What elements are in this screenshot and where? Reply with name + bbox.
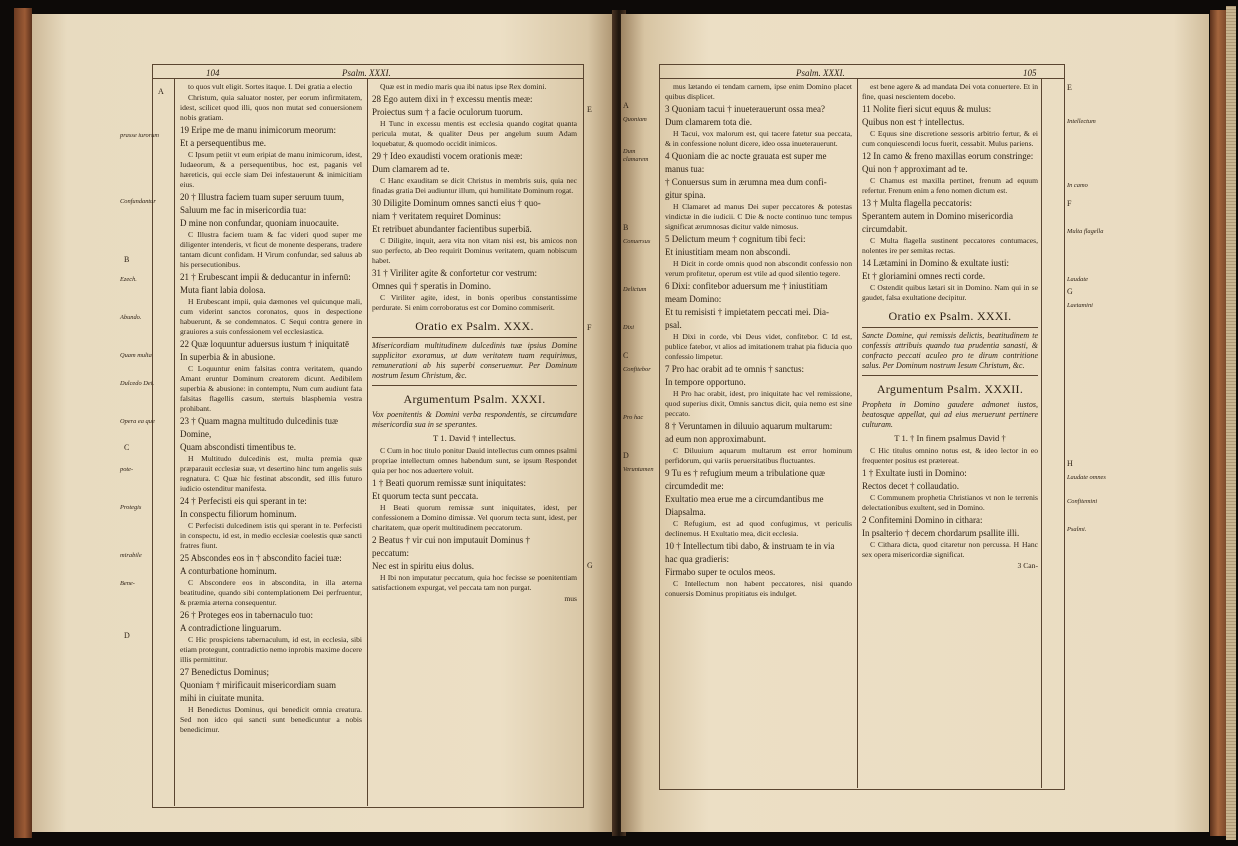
right-running-head: Psalm. XXXI. [796,68,845,78]
margin-note: pote- [120,466,134,473]
margin-letter-d: D [623,451,629,460]
psalm-verse: Nec est in spiritu eius dolus. [372,561,474,571]
margin-note: Abundo. [120,314,142,321]
margin-letter-a: A [623,101,629,110]
psalm-verse: 27 Benedictus Dominus; [180,667,269,677]
margin-letter-b: B [124,255,130,264]
psalm-verse: Saluum me fac in misericordia tua: [180,205,307,215]
psalm-verse: manus tua: [665,164,705,174]
right-column-1: mus lætando ei tendam carnem, ipse enim Domino placet quibus displicet. 3 Quoniam tacui † inueterauerunt ossa mea? Dum clamarem tota die. H Tacui, vox malorum est, qui tacere fatetur sua peccata, & in confessione nolunt dicere, ideo ossa inueterauerunt. 4 Quoniam die ac nocte grauata est super me manus tua: † Conuersus sum in ærumna mea dum confi- gitur spina. H Clamaret ad manus Dei super peccatores & potestas vindictæ in die iudicii. C Die & nocte continuo tunc tempus significat ærumnosas dicitur valde nimosus. 5 Delictum meum † cognitum tibi feci: Et iniustitiam meam non abscondi. H Dicit in corde omnis quod non abscondit confessio non verum profitetur, operum est vtile ad quod silentio tegere. 6 Dixi: confitebor aduersum me † iniustitiam meam Domino: Et tu remisisti † impietatem peccati mei. Dia- psal. H Dixi in corde, vbi Deus videt, confitebor. C Id est, publice fatebor, vt alios ad imitationem trahat pia fiducia quo confessio limpetur. 7 Pro hac orabit ad te omnis † sanctus: In tempore opportuno. H Pro hac orabit, idest, pro iniquitate hac vel remissione, quod superius dixit, Omnis sanctus dicit, quia nemo est sine peccato. 8 † Veruntamen in diluuio aquarum multarum: ad eum non approximabunt. C Diluuium aquarum multarum est error hominum perfidorum, qui variis peruersitatibus fluctuantes. 9 Tu es † refugium meum a tribulatione quæ circumdedit me: Exultatio mea erue me a circumdantibus me Diapsalma. C Refugium, est ad quod confugimus, vt periculis declinemus. H Exultatio mea, dicit ecclesia. 10 † Intellectum tibi dabo, & instruam te in via hac qua gradieris: Firmabo super te oculos meos. C Intellectum non habent peccatores, nisi quando conuersis Dominus propitiatus eis indulget. [665,82,852,598]
margin-letter-e: E [1067,83,1072,92]
psalm-verse: 2 Confitemini Domino in cithara: [862,515,983,525]
margin-letter-f: F [1067,199,1072,208]
psalm-verse: 11 Nolite fieri sicut equus & mulus: [862,104,992,114]
psalm-verse: In psalterio † decem chordarum psallite illi. [862,528,1020,538]
psalm-verse: 6 Dixi: confitebor aduersum me † iniustitiam [665,281,828,291]
psalm-verse: 1 † Beati quorum remissæ sunt iniquitates: [372,478,526,488]
psalm-heading-right: T 1. † In finem psalmus David † [894,433,1006,443]
oratio-rule [372,337,577,338]
margin-note: Veruntamen [623,466,654,473]
oratio-text: Misericordiam multitudinem dulcedinis tuæ ipsius Domine supplicitor exoramus, ut dum veritatem tuam requirimus, remunerationi ab his superbi conseruemur. Per Dominum nostrum Iesum Christum, &c. [372,341,577,380]
margin-note: Confundantur [120,198,156,205]
right-page-number: 105 [1023,68,1037,78]
margin-note: Bene- [120,580,135,587]
psalm-verse: 14 Lætamini in Domino & exultate iusti: [862,258,1009,268]
psalm-heading: T 1. David † intellectus. [433,433,516,443]
psalm-verse: Qui non † approximant ad te. [862,164,968,174]
margin-note: Psalmi. [1067,526,1087,533]
argument-rule-right [862,375,1038,376]
margin-note: Dulcedo Dei. [120,380,155,387]
psalm-verse: 20 † Illustra faciem tuam super seruum tuum, [180,192,344,202]
psalm-verse: meam Domino: [665,294,722,304]
psalm-verse: 25 Abscondes eos in † abscondito faciei tuæ: [180,553,342,563]
psalm-verse: mihi in ciuitate munita. [180,693,264,703]
psalm-verse: Et quorum tecta sunt peccata. [372,491,479,501]
left-page [32,14,617,832]
psalm-verse: niam † veritatem requiret Dominus: [372,211,501,221]
psalm-verse: Sperantem autem in Domino misericordia [862,211,1013,221]
margin-letter-e: E [587,105,592,114]
left-margin-notes [120,132,166,592]
psalm-verse: Et retribuet abundanter facientibus superbiā. [372,224,532,234]
margin-letter-c: C [124,443,130,452]
psalm-verse: Quibus non est † intellectus. [862,117,965,127]
margin-note: Intellectum [1067,118,1096,125]
psalm-verse: 30 Diligite Dominum omnes sancti eius † quo- [372,198,541,208]
psalm-verse: 19 Eripe me de manu inimicorum meorum: [180,125,336,135]
psalm-verse: † Conuersus sum in ærumna mea dum confi- [665,177,827,187]
margin-note: Protegis [120,504,142,511]
psalm-verse: 2 Beatus † vir cui non imputauit Dominus † [372,535,530,545]
right-inner-margin [623,100,657,478]
psalm-verse: Et † gloriamini omnes recti corde. [862,271,985,281]
margin-note: prasse iurorum [120,132,159,139]
psalm-verse: Et iniustitiam meam non abscondi. [665,247,791,257]
left-running-head: Psalm. XXXI. [342,68,391,78]
psalm-verse: Et tu remisisti † impietatem peccati mei. Dia- [665,307,829,317]
psalm-verse: Domine, [180,429,212,439]
psalm-verse: 13 † Multa flagella peccatoris: [862,198,972,208]
left-inner-margin [158,86,174,102]
psalm-verse: 10 † Intellectum tibi dabo, & instruam te in via [665,541,835,551]
oratio-title-right: Oratio ex Psalm. XXXI. [888,309,1012,323]
psalm-verse: Rectos decet † collaudatio. [862,481,959,491]
left-column-rule [367,78,368,806]
psalm-verse: hac qua gradieris: [665,554,729,564]
psalm-verse: Quoniam † mirificauit misericordiam suam [180,680,336,690]
margin-letter-a: A [158,87,164,96]
argument-rule [372,385,577,386]
psalm-verse: Et a persequentibus me. [180,138,266,148]
psalm-verse: 31 † Viriliter agite & confortetur cor vestrum: [372,268,537,278]
right-column-rule [857,78,858,788]
margin-note: Quoniam [623,116,647,123]
left-column-1: to quos vult eligit. Sortes itaque. I. Dei gratia a electio Christum, quia saluator noster, per eorum infirmitatem, idest, scilicet quod illi, quos non mutat sed conuersionem nobis gratiam. 19 Eripe me de manu inimicorum meorum: Et a persequentibus me. C Ipsum petiit vt eum eripiat de manu inimicorum, idest, Iudaeorum, & a persequentibus, hoc est, paganis vel hæreticis, qui eccle siam Dei infestauerunt & inimicitiam eius. 20 † Illustra faciem tuam super seruum tuum, Saluum me fac in misericordia tua: D mine non confundar, quoniam inuocauite. C Illustra faciem tuam & fac videri quod super me diligenter intenderis, vt ficut de monente desperans, tradere tantam dicunt confidam. H Virum confundar, sed saluus ab his persecutionibus. 21 † Erubescant impii & deducantur in infernū: Muta fiant labia dolosa. H Erubescant impii, quia dæmones vel quicunque mali, cum viderint sanctos coronatos, quos in despectione habuerunt, & se condemnatos. C Sequi contra genere in grauiores a suis confessionem vel ecclesiastica. 22 Quæ loquuntur aduersus iustum † iniquitatē In superbia & in abusione. C Loquuntur enim falsitas contra veritatem, quando Amant eruntur Dominum creatorem dicunt. Aedibilem superbia & abusione: in contemptu, Num cum audiunt fata falsitas flagellis cæsum, stertuis blasphemia vestra prohibant. 23 † Quam magna multitudo dulcedinis tuæ Domine, Quam abscondisti timentibus te. H Multitudo dulcedinis est, multa premia quæ præparauit ecclesiæ suæ, vt desertino hinc tum angelis suis regnatura. C Quæ hic festinat abscondit, sed illis futuro iudicio ostenditur manifesta. 24 † Perfecisti eis qui sperant in te: In conspectu filiorum hominum. C Perfecisti dulcedinem istis qui sperant in te. Perfecisti in conspectu, id est, in medio ecclesiæ coelestis quæ sancti fratres fiunt. 25 Abscondes eos in † abscondito faciei tuæ: A conturbatione hominum. C Abscondere eos in abscondita, in illa æterna beatitudine, quando sibi contemplationem Dei perfruentur, & præmia æterna consequentur. 26 † Proteges eos in tabernaculo tuo: A contradictione linguarum. C Hic prospiciens tabernaculum, id est, in ecclesia, sibi etiam protegunt, contradictio nemo inprobis maxime docere illis permittitur. 27 Benedictus Dominus; Quoniam † mirificauit misericordiam suam mihi in ciuitate munita. H Benedictus Dominus, qui benedicit omnia creatura. Sed non idco qui sancti sunt benedicuntur a nobis benedicimur. [180,82,362,734]
right-page [621,14,1209,832]
psalm-verse: ad eum non approximabunt. [665,434,766,444]
psalm-verse: Proiectus sum † a facie oculorum tuorum. [372,107,523,117]
argument-text-right: Propheta in Domino gaudere admonet iustos, beatosque appellat, qui ad eius meruerunt pertinere culturam. [862,400,1038,429]
right-outer-margin [1067,82,1107,538]
psalm-verse: 5 Delictum meum † cognitum tibi feci: [665,234,806,244]
margin-note: Laetamini [1067,302,1093,309]
psalm-verse: 7 Pro hac orabit ad te omnis † sanctus: [665,364,804,374]
psalm-verse: Firmabo super te oculos meos. [665,567,776,577]
page-edges [1226,6,1236,840]
margin-letter-f: F [587,323,592,332]
margin-note: Ezech. [120,276,137,283]
psalm-verse: 12 In camo & freno maxillas eorum constringe: [862,151,1034,161]
psalm-verse: 9 Tu es † refugium meum a tribulatione quæ [665,468,825,478]
right-margin-rule [1041,78,1042,788]
psalm-verse: 1 † Exultate iusti in Domino: [862,468,967,478]
margin-note: Delictum [623,286,647,293]
catchword: mus [564,594,577,603]
margin-note: Dum clamarem [623,148,649,163]
psalm-verse: 8 † Veruntamen in diluuio aquarum multarum: [665,421,833,431]
margin-note: Dixi [623,324,635,331]
psalm-verse: circumdabit. [862,224,908,234]
left-page-number: 104 [206,68,220,78]
psalm-verse: 22 Quæ loquuntur aduersus iustum † iniquitatē [180,339,349,349]
psalm-verse: 28 Ego autem dixi in † excessu mentis meæ: [372,94,533,104]
margin-letter-c: C [623,351,629,360]
left-right-margin [587,104,613,576]
oratio-text-right: Sancte Domine, qui remissis delictis, beatitudinem te confessis attribuis quando tua prudentia sanasti, & confracto peccati aculeo pro te dirum contritione salus. Per Dominum nostrum Iesum Christum, &c. [862,331,1038,370]
margin-note: mirabile [120,552,142,559]
psalm-verse: Dum clamarem ad te. [372,164,450,174]
psalm-verse: 24 † Perfecisti eis qui sperant in te: [180,496,307,506]
margin-letter-d: D [124,631,130,640]
psalm-verse: Muta fiant labia dolosa. [180,285,266,295]
psalm-verse: peccatum: [372,548,409,558]
psalm-verse: Exultatio mea erue me a circumdantibus me [665,494,824,504]
margin-note: Confitebor [623,366,651,373]
margin-note: Quam multa [120,352,152,359]
psalm-verse: 29 † Ideo exaudisti vocem orationis meæ: [372,151,523,161]
left-cover-edge [14,8,32,838]
psalm-verse: Diapsalma. [665,507,706,517]
catchword-right: 3 Can- [1017,561,1038,570]
psalm-verse: Dum clamarem tota die. [665,117,752,127]
margin-note: In camo [1067,182,1088,189]
oratio-title: Oratio ex Psalm. XXX. [415,319,534,333]
psalm-verse: A contradictione linguarum. [180,623,282,633]
psalm-verse: Quam abscondisti timentibus te. [180,442,296,452]
psalm-verse: D mine non confundar, quoniam inuocauite. [180,218,339,228]
right-column-2: est bene agere & ad mandata Dei vota conuertere. Et in fine, quasi nescientem docebo. 11 Nolite fieri sicut equus & mulus: Quibus non est † intellectus. C Equus sine discretione sessoris arbitrio fertur, & ei cum conquiescendi locus fuerit, cessabit. Mulus pariens. 12 In camo & freno maxillas eorum constringe: Qui non † approximant ad te. C Chamus est maxilla pertinet, frenum ad equum refertur. Frenum enim a feno nomen dictum est. 13 † Multa flagella peccatoris: Sperantem autem in Domino misericordia circumdabit. C Multa flagella sustinent peccatores contumaces, nolentes ire per semitas rectas. 14 Lætamini in Domino & exultate iusti: Et † gloriamini omnes recti corde. C Ostendit quibus lætari sit in Domino. Nam qui in se gaudet, falsa exultatione decipitur. Oratio ex Psalm. XXXI. Sancte Domine, qui remissis delictis, beatitudinem te confessis attribuis quando tua prudentia sanasti, & confracto peccati aculeo pro te dirum contritione salus. Per Dominum nostrum Iesum Christum, &c. Argumentum Psalm. XXXII. Propheta in Domino gaudere admonet iustos, beatosque appellat, qui ad eius meruerunt pertinere culturam. T 1. † In finem psalmus David † C Hic titulus omnino notus est, & ideo lector in eo frequenter positus est prætereat. 1 † Exultate iusti in Domino: Rectos decet † collaudatio. C Communem prophetia Christianos vt non le terrenis delectationibus exultent, sed in Domino. 2 Confitemini Domino in cithara: In psalterio † decem chordarum psallite illi. C Cithara dicta, quod citaretur non percussa. H Hanc sex opera misericordiæ significat. 3 Can- [862,82,1038,570]
psalm-verse: circumdedit me: [665,481,724,491]
psalm-verse: 4 Quoniam die ac nocte grauata est super me [665,151,827,161]
argument-text: Vox poenitentis & Domini verba respondentis, se circumdare misericordia sua in se sperantes. [372,410,577,429]
argument-title: Argumentum Psalm. XXXI. [403,392,546,406]
psalm-verse: 3 Quoniam tacui † inueterauerunt ossa mea? [665,104,825,114]
margin-note: Conuersus [623,238,651,245]
margin-letter-b: B [623,223,629,232]
psalm-verse: gitur spina. [665,190,706,200]
margin-note: Pro hac [623,414,644,421]
left-margin-rule [174,78,175,806]
margin-letter-g: G [1067,287,1073,296]
text-line: Quæ est in medio maris qua ibi natus ipse Rex domini. [380,82,547,91]
psalm-verse: 26 † Proteges eos in tabernaculo tuo: [180,610,313,620]
psalm-verse: 23 † Quam magna multitudo dulcedinis tuæ [180,416,338,426]
text-line: to quos vult eligit. Sortes itaque. I. Dei gratia a electio [188,82,353,91]
margin-letter-h: H [1067,459,1073,468]
psalm-verse: psal. [665,320,682,330]
psalm-verse: In tempore opportuno. [665,377,746,387]
margin-note: Confitemini [1067,498,1098,505]
right-head-rule [659,78,1064,79]
argument-title-right: Argumentum Psalm. XXXII. [876,382,1024,396]
margin-note: Laudate [1067,276,1088,283]
psalm-verse: 21 † Erubescant impii & deducantur in infernū: [180,272,351,282]
margin-note: Multa flagella [1067,228,1104,235]
left-column-2: Quæ est in medio maris qua ibi natus ipse Rex domini. 28 Ego autem dixi in † excessu mentis meæ: Proiectus sum † a facie oculorum tuorum. H Tunc in excessu mentis est ecclesia quando cogitat quanta pericula mutat, & qualiter Deus per angelum suum Adam loquebatur, & quomodo occidit inimicos. 29 † Ideo exaudisti vocem orationis meæ: Dum clamarem ad te. C Hanc exauditam se dicit Christus in membris suis, quia nec finadas gratia Dei audiuntur illum, qui humilitate Dominum rogat. 30 Diligite Dominum omnes sancti eius † quo- niam † veritatem requiret Dominus: Et retribuet abundanter facientibus superbiā. C Diligite, inquit, aera vita non vitam nisi est, bis amicos non suo perfecto, ab Deo requirit Dominus veritatem, quam nobiscum habet. 31 † Viriliter agite & confortetur cor vestrum: Omnes qui † speratis in Domino. C Viriliter agite, idest, in bonis operibus constantissime perdurate. Si enim corroboratus est cor Domino commiserit. Oratio ex Psalm. XXX. Misericordiam multitudinem dulcedinis tuæ ipsius Domine supplicitor exoramus, ut dum veritatem tuam requirimus, remunerationi ab his superbi conseruemur. Per Dominum nostrum Iesum Christum, &c. Argumentum Psalm. XXXI. Vox poenitentis & Domini verba respondentis, se circumdare misericordia sua in se sperantes. T 1. David † intellectus. C Cum in hoc titulo ponitur Dauid intellectus cum omnes psalmi propriae intellectum omnes habendum sunt, se ipsum Respondet quia per hoc nos aduertere voluit. 1 † Beati quorum remissæ sunt iniquitates: Et quorum tecta sunt peccata. H Beati quorum remissæ sunt iniquitates, idest, per confessionem a Domino dimissæ. Vel quorum tecta sunt, idest, per charitatem, quæ operit multitudinem peccatorum. 2 Beatus † vir cui non imputauit Dominus † peccatum: Nec est in spiritu eius dolus. H Ibi non imputatur peccatum, quia hoc fecisse se poenitentiam satisfactionem expurgat, vel peccata tam non purgat. mus [372,82,577,603]
oratio-rule-right [862,327,1038,328]
margin-note: Laudate omnes [1067,474,1106,481]
psalm-verse: In conspectu filiorum hominum. [180,509,297,519]
psalm-verse: A conturbatione hominum. [180,566,277,576]
margin-note: Opera ea que [120,418,155,425]
margin-letter-g: G [587,561,593,570]
psalm-verse: In superbia & in abusione. [180,352,276,362]
psalm-verse: Omnes qui † speratis in Domino. [372,281,491,291]
